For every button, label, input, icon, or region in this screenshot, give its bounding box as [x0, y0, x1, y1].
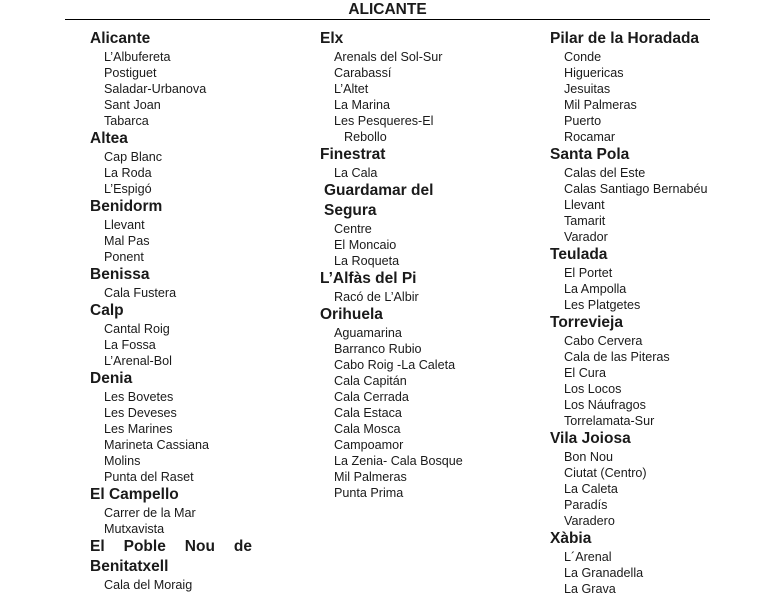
- municipality-heading: El Campello: [90, 486, 179, 503]
- municipality-heading: Vila Joiosa: [550, 430, 631, 447]
- municipality-heading: Guardamar del Segura: [324, 182, 434, 219]
- beach-item: Molins: [104, 454, 141, 468]
- beach-item: L’Espigó: [104, 182, 152, 196]
- beach-item: Les Pesqueres-El Rebollo: [334, 114, 434, 144]
- beach-item: Cantal Roig: [104, 322, 170, 336]
- beach-list: [320, 165, 440, 181]
- beach-item: Varador: [564, 230, 608, 244]
- beach-list: [90, 285, 252, 301]
- beach-list: [320, 289, 440, 305]
- municipality-heading: Xàbia: [550, 530, 592, 547]
- beach-item: Carabassí: [334, 66, 392, 80]
- beach-item: Campoamor: [334, 438, 404, 452]
- beach-item: Les Bovetes: [104, 390, 174, 404]
- beach-item: Punta del Raset: [104, 470, 194, 484]
- beach-item: Punta Prima: [334, 486, 404, 500]
- municipality-heading: Torrevieja: [550, 314, 623, 331]
- beach-item: Los Locos: [564, 382, 622, 396]
- column-1: [90, 29, 252, 593]
- beach-item: La Marina: [334, 98, 391, 112]
- municipality-heading: Elx: [320, 30, 344, 47]
- beach-list: [550, 449, 720, 529]
- beach-item: Les Marines: [104, 422, 173, 436]
- municipality-heading: Benissa: [90, 266, 150, 283]
- municipality-heading: L’Alfàs del Pi: [320, 270, 417, 287]
- municipality-heading: Denia: [90, 370, 133, 387]
- beach-list: [90, 577, 252, 593]
- beach-item: Arenals del Sol-Sur: [334, 50, 443, 64]
- beach-item: Cap Blanc: [104, 150, 163, 164]
- beach-item: Calas del Este: [564, 166, 646, 180]
- beach-list: [320, 221, 440, 269]
- beach-item: Varadero: [564, 514, 615, 528]
- beach-item: La Fossa: [104, 338, 156, 352]
- municipality-heading: Teulada: [550, 246, 608, 263]
- beach-list: [550, 265, 720, 313]
- municipality-heading: Alicante: [90, 30, 151, 47]
- beach-item: La Grava: [564, 582, 616, 596]
- beach-item: L’Albufereta: [104, 50, 171, 64]
- beach-item: Rocamar: [564, 130, 616, 144]
- beach-item: La Roda: [104, 166, 152, 180]
- beach-item: La Ampolla: [564, 282, 627, 296]
- municipality-heading: Pilar de la Horadada: [550, 30, 700, 47]
- beach-list: [90, 49, 252, 129]
- beach-list: [550, 549, 720, 597]
- beach-list: [550, 49, 720, 145]
- municipality-heading: Calp: [90, 302, 124, 319]
- beach-item: Barranco Rubio: [334, 342, 422, 356]
- beach-item: El Moncaio: [334, 238, 397, 252]
- beach-item: Llevant: [104, 218, 145, 232]
- beach-list: [90, 217, 252, 265]
- beach-item: L´Arenal: [564, 550, 612, 564]
- beach-item: Tabarca: [104, 114, 149, 128]
- beach-item: Puerto: [564, 114, 602, 128]
- beach-item: Cala Cerrada: [334, 390, 409, 404]
- beach-item: Tamarit: [564, 214, 606, 228]
- beach-item: Cala Mosca: [334, 422, 401, 436]
- beach-item: Cabo Roig -La Caleta: [334, 358, 456, 372]
- beach-list: [550, 333, 720, 429]
- column-3: [550, 29, 720, 597]
- municipality-heading: Altea: [90, 130, 128, 147]
- beach-item: Bon Nou: [564, 450, 614, 464]
- beach-item: Llevant: [564, 198, 605, 212]
- beach-item: Paradís: [564, 498, 608, 512]
- municipality-heading: Orihuela: [320, 306, 383, 323]
- beach-item: Sant Joan: [104, 98, 161, 112]
- beach-item: Cala del Moraig: [104, 578, 193, 592]
- municipality-heading: Finestrat: [320, 146, 386, 163]
- beach-item: Cala Fustera: [104, 286, 177, 300]
- beach-item: La Cala: [334, 166, 378, 180]
- beach-item: El Portet: [564, 266, 613, 280]
- beach-item: Cala Estaca: [334, 406, 402, 420]
- beach-item: La Roqueta: [334, 254, 400, 268]
- page-title: ALICANTE: [65, 0, 710, 20]
- beach-list: [90, 321, 252, 369]
- beach-item: Ciutat (Centro): [564, 466, 647, 480]
- beach-item: Mutxavista: [104, 522, 165, 536]
- beach-item: Centre: [334, 222, 372, 236]
- beach-item: La Granadella: [564, 566, 644, 580]
- municipality-heading: El Poble Nou de Benitatxell: [90, 538, 252, 575]
- beach-item: Racó de L’Albir: [334, 290, 419, 304]
- beach-list: [550, 165, 720, 245]
- municipality-heading: Santa Pola: [550, 146, 630, 163]
- beach-item: Mal Pas: [104, 234, 150, 248]
- beach-item: La Zenia- Cala Bosque: [334, 454, 463, 468]
- beach-item: Los Náufragos: [564, 398, 646, 412]
- beach-item: El Cura: [564, 366, 606, 380]
- beach-item: Carrer de la Mar: [104, 506, 196, 520]
- beach-item: Saladar-Urbanova: [104, 82, 207, 96]
- beach-item: Les Deveses: [104, 406, 177, 420]
- beach-item: Cabo Cervera: [564, 334, 643, 348]
- beach-item: Torrelamata-Sur: [564, 414, 655, 428]
- beach-item: Ponent: [104, 250, 144, 264]
- beach-item: Conde: [564, 50, 602, 64]
- beach-list: [320, 49, 443, 145]
- beach-item: Aguamarina: [334, 326, 402, 340]
- beach-item: L’Altet: [334, 82, 369, 96]
- beach-item: Marineta Cassiana: [104, 438, 209, 452]
- municipality-heading: Benidorm: [90, 198, 163, 215]
- beach-item: Cala de las Piteras: [564, 350, 670, 364]
- beach-item: L’Arenal-Bol: [104, 354, 172, 368]
- beach-item: Postiguet: [104, 66, 157, 80]
- beach-list: [90, 505, 252, 537]
- beach-item: Les Platgetes: [564, 298, 641, 312]
- beach-item: Calas Santiago Bernabéu: [564, 182, 708, 196]
- beach-item: Mil Palmeras: [564, 98, 637, 112]
- column-2: [320, 29, 463, 501]
- beach-list: [90, 389, 252, 485]
- beach-list: [320, 325, 463, 501]
- beach-item: Jesuitas: [564, 82, 611, 96]
- beach-item: Mil Palmeras: [334, 470, 407, 484]
- beach-item: La Caleta: [564, 482, 618, 496]
- beach-list: [90, 149, 252, 197]
- beach-item: Cala Capitán: [334, 374, 407, 388]
- beach-item: Higuericas: [564, 66, 624, 80]
